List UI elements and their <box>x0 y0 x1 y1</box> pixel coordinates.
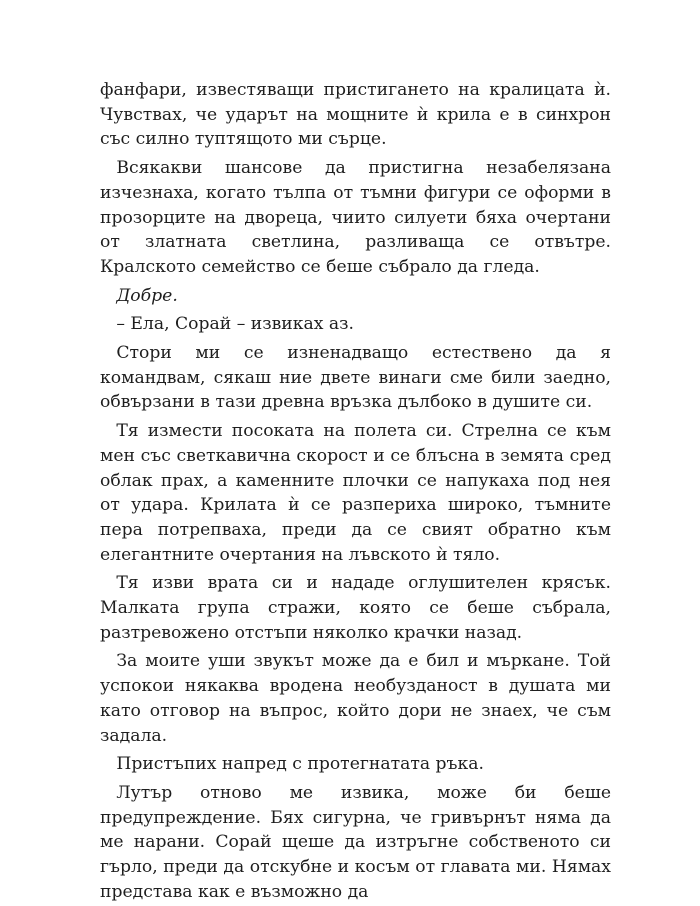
paragraph-2: Всякакви шансове да пристигна незабелязана изчезнаха, когато тълпа от тъмни фигури се оформи в прозорците на двореца, чиито силуети бяха очертани от златната светлина, разливаща се отвътре. Кралското семейство се беше събрало да гледа. <box>100 158 611 277</box>
paragraph-7: Тя изви врата си и нададе оглушителен крясък. Малката група стражи, която се беше събрала, разтревожено отстъпи няколко крачки назад. <box>100 573 611 643</box>
paragraph-6: Тя измести посоката на полета си. Стрелна се към мен със светкавична скорост и се блъсна в земята сред облак прах, а каменните плочки се напукаха под нея от удара. Крилата ѝ се разпериха широко, тъмните пера потрепваха, преди да се свият обратно към елегантните очертания на лъвското ѝ тяло. <box>100 421 611 565</box>
paragraph-1: фанфари, известяващи пристигането на кралицата ѝ. Чувствах, че ударът на мощните ѝ крила е в синхрон със силно туптящото ми сърце. <box>100 80 611 150</box>
paragraph-4: – Ела, Сорай – извиках аз. <box>116 314 354 335</box>
paragraph-3: Добре. <box>116 285 178 306</box>
paragraph-10: Лутър отново ме извика, може би беше предупреждение. Бях сигурна, че гривърнът няма да ме нарани. Сорай щеше да изтръгне собственото си гърло, преди да отскубне и косъм от главата ми. Нямах представа как е възможно да <box>100 782 611 902</box>
paragraph-5: Стори ми се изненадващо естествено да я командвам, сякаш ние двете винаги сме били заедно, обвързани в тази древна връзка дълбоко в душите си. <box>100 343 611 413</box>
paragraph-9: Пристъпих напред с протегнатата ръка. <box>116 754 484 775</box>
paragraph-8: За моите уши звукът може да е бил и мъркане. Той успокои някаква вродена необузданост в душата ми като отговор на въпрос, който дори не знаех, че съм задала. <box>100 651 611 746</box>
book-page-text <box>100 78 611 905</box>
